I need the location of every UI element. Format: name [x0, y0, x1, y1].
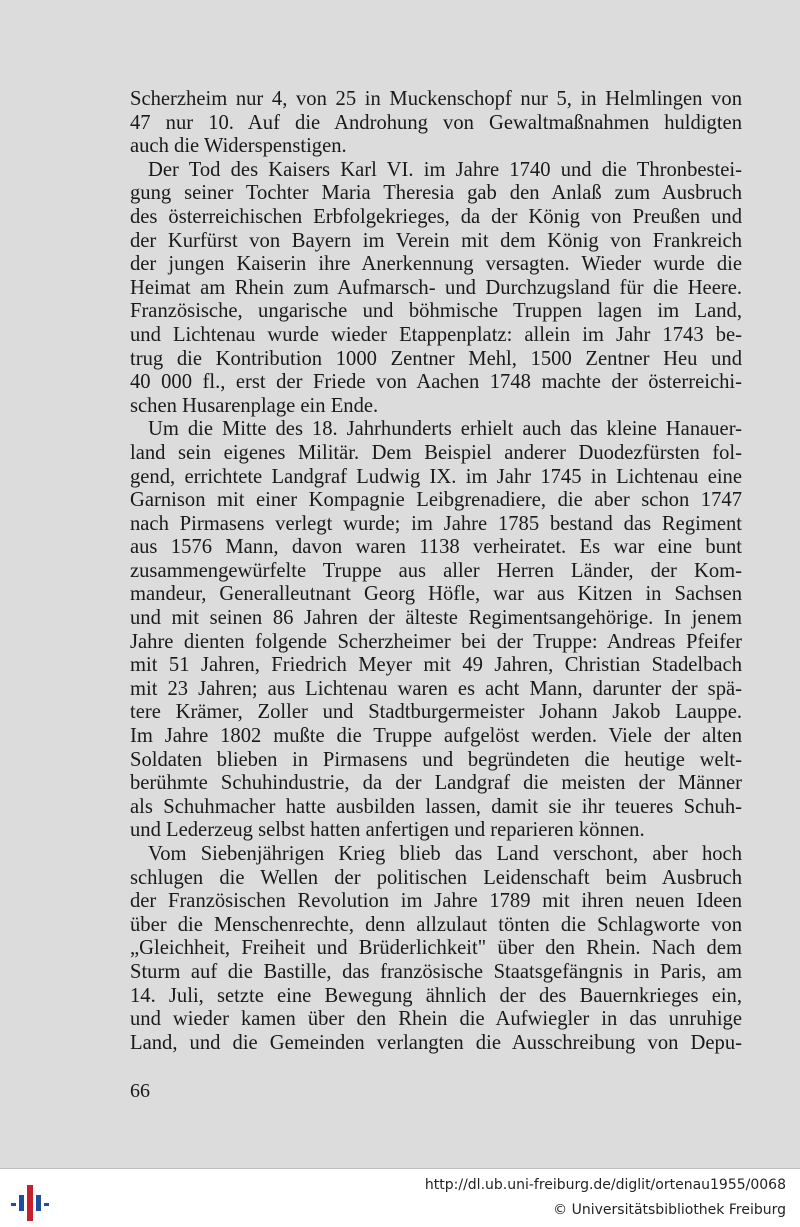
text-line: Jahre dienten folgende Scherzheimer bei der Truppe: Andreas Pfeifer — [130, 630, 742, 653]
text-line: Soldaten blieben in Pirmasens und begründeten die heutige welt- — [130, 748, 742, 771]
text-line: 40 000 fl., erst der Friede von Aachen 1748 machte der österreichi- — [130, 371, 742, 394]
text-line: auch die Widerspenstigen. — [130, 135, 347, 158]
text-line: Garnison mit einer Kompagnie Leibgrenadiere, die aber schon 1747 — [130, 489, 742, 512]
text-line: Um die Mitte des 18. Jahrhunderts erhielt auch das kleine Hanauer- — [148, 418, 742, 441]
text-line: mit 51 Jahren, Friedrich Meyer mit 49 Jahren, Christian Stadelbach — [130, 654, 742, 677]
text-line: land sein eigenes Militär. Dem Beispiel anderer Duodezfürsten fol- — [130, 441, 742, 464]
copyright-notice: © Universitätsbibliothek Freiburg — [553, 1202, 786, 1218]
text-line: Land, und die Gemeinden verlangten die Ausschreibung von Depu- — [130, 1031, 742, 1054]
text-line: tere Krämer, Zoller und Stadtburgermeister Johann Jakob Lauppe. — [130, 701, 742, 724]
source-url-link[interactable]: http://dl.ub.uni-freiburg.de/diglit/ortenau1955/0068 — [424, 1177, 786, 1193]
text-line: der Kurfürst von Bayern im Verein mit dem König von Frankreich — [130, 229, 742, 252]
body-text — [130, 88, 742, 1055]
text-line: Französische, ungarische und böhmische Truppen lagen im Land, — [130, 300, 742, 323]
text-line: des österreichischen Erbfolgekrieges, da der König von Preußen und — [130, 205, 742, 228]
text-line: gung seiner Tochter Maria Theresia gab den Anlaß zum Ausbruch — [130, 182, 742, 205]
text-line: Heimat am Rhein zum Aufmarsch- und Durchzugsland für die Heere. — [130, 276, 742, 299]
text-line: der jungen Kaiserin ihre Anerkennung versagten. Wieder wurde die — [130, 253, 742, 276]
text-line: mit 23 Jahren; aus Lichtenau waren es acht Mann, darunter der spä- — [130, 677, 742, 700]
text-line: zusammengewürfelte Truppe aus aller Herren Länder, der Kom- — [130, 559, 742, 582]
text-line: berühmte Schuhindustrie, da der Landgraf die meisten der Männer — [130, 772, 742, 795]
text-line: Der Tod des Kaisers Karl VI. im Jahre 1740 und die Thronbestei- — [148, 158, 742, 181]
ub-freiburg-logo-icon — [10, 1177, 50, 1221]
text-line: Sturm auf die Bastille, das französische Staatsgefängnis in Paris, am — [130, 960, 742, 983]
text-line: über die Menschenrechte, denn allzulaut tönten die Schlagworte von — [130, 913, 742, 936]
text-line: aus 1576 Mann, davon waren 1138 verheiratet. Es war eine bunt — [130, 536, 742, 559]
text-line: schen Husarenplage ein Ende. — [130, 394, 379, 417]
text-line: und wieder kamen über den Rhein die Aufwiegler in das unruhige — [130, 1008, 742, 1031]
text-line: der Französischen Revolution im Jahre 1789 mit ihren neuen Ideen — [130, 890, 742, 913]
text-line: Im Jahre 1802 mußte die Truppe aufgelöst werden. Viele der alten — [130, 725, 742, 748]
text-line: Vom Siebenjährigen Krieg blieb das Land verschont, aber hoch — [148, 843, 742, 865]
text-line: „Gleichheit, Freiheit und Brüderlichkeit" über den Rhein. Nach dem — [130, 937, 742, 960]
text-line: gend, errichtete Landgraf Ludwig IX. im Jahr 1745 in Lichtenau eine — [130, 465, 742, 488]
text-line: 14. Juli, setzte eine Bewegung ähnlich der des Bauernkrieges ein, — [130, 984, 742, 1007]
text-line: mandeur, Generalleutnant Georg Höfle, war aus Kitzen in Sachsen — [130, 583, 742, 606]
text-line: Scherzheim nur 4, von 25 in Muckenschopf nur 5, in Helmlingen von — [130, 88, 742, 110]
text-line: schlugen die Wellen der politischen Leidenschaft beim Ausbruch — [130, 866, 742, 889]
text-line: 47 nur 10. Auf die Androhung von Gewaltmaßnahmen huldigten — [130, 111, 742, 134]
text-line: und Lichtenau wurde wieder Etappenplatz: allein im Jahr 1743 be- — [130, 323, 742, 346]
text-line: nach Pirmasens verlegt wurde; im Jahre 1785 bestand das Regiment — [130, 512, 742, 535]
text-line: und mit seinen 86 Jahren der älteste Regimentsangehörige. In jenem — [130, 607, 742, 630]
page-number: 66 — [130, 1080, 150, 1102]
text-line: trug die Kontribution 1000 Zentner Mehl, 1500 Zentner Heu und — [130, 347, 742, 370]
text-line: als Schuhmacher hatte ausbilden lassen, damit sie ihr teueres Schuh- — [130, 795, 742, 818]
text-line: und Lederzeug selbst hatten anfertigen und reparieren können. — [130, 819, 645, 842]
viewer-footer — [0, 1168, 800, 1227]
